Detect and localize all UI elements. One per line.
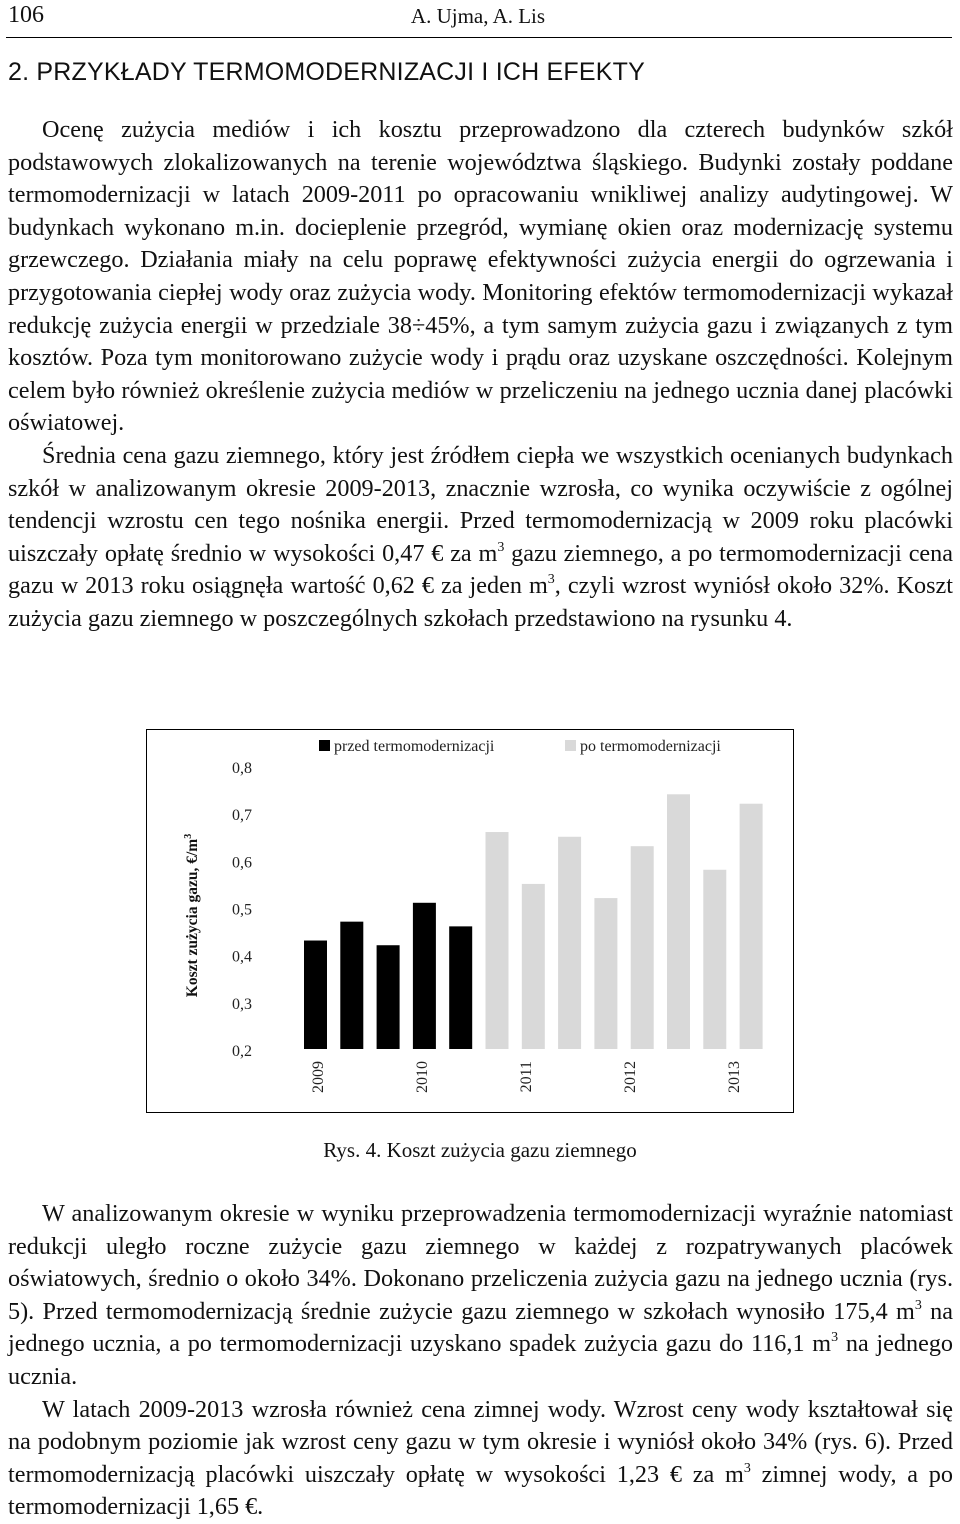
y-tick-label: 0,7 [232, 807, 252, 825]
gas-cost-chart [146, 729, 794, 1113]
bar-after [667, 794, 690, 1049]
header-rule [6, 37, 952, 38]
y-axis-title-superscript: 3 [183, 833, 194, 839]
x-tick-label: 2009 [310, 1061, 327, 1093]
figure-caption: Rys. 4. Koszt zużycia gazu ziemnego [323, 1138, 637, 1162]
paragraph-2: Średnia cena gazu ziemnego, który jest źródłem ciepła we wszystkich ocenianych budynkach szkół w analizowanym okresie 2009-2013, znacznie wzrosła, co wynika oczywiście z ogólnej tendencji wzrostu cen tego nośnika energii. Przed termomodernizacją w 2009 roku placówki uiszczały opłatę średnio w wysokości 0,47 € za $m^3$ gazu ziemnego, a po termomodernizacji cena gazu w 2013 roku osiągnęła wartość 0,62 € za jeden $m^3$, czyli wzrost wyniósł około 32%. Koszt zużycia gazu ziemnego w poszczególnych szkołach przedstawiono na rysunku 4. [8, 441, 954, 632]
page-number: 106 [8, 2, 44, 28]
paragraph-1: Ocenę zużycia mediów i ich kosztu przeprowadzono dla czterech budynków szkół podstawowych zlokalizowanych na terenie województwa śląskiego. Budynki zostały poddane termomodernizacji w latach 2009-2011 po opracowaniu wnikliwej analizy audytingowej. W budynkach wykonano m.in. docieplenie przegród, wymianę okien oraz modernizację systemu grzewczego. Działania miały na celu poprawę efektywności zużycia energii do ogrzewania i przygotowania ciepłej wody oraz zużycia wody. Monitoring efektów termomodernizacji wykazał redukcję zużycia energii w przedziale 38÷45%, a tym samym zużycia gazu i związanych z tym kosztów. Poza tym monitorowano zużycie wody i prądu oraz uzyskane oszczędności. Kolejnym celem było również określenie zużycia mediów w przeliczeniu na jednego ucznia danej placówki oświatowej. [8, 116, 953, 437]
bar-before [377, 945, 400, 1049]
bar-after [486, 832, 509, 1049]
legend-swatch-before [319, 740, 330, 751]
y-axis-title: Koszt zużycia gazu, $€/m^3$ [183, 833, 201, 998]
bar-after [522, 884, 545, 1049]
bar-before [340, 922, 363, 1049]
x-tick-label: 2012 [622, 1061, 639, 1093]
paragraph-4: W latach 2009-2013 wzrosła również cena zimnej wody. Wzrost ceny wody kształtował się na podobnym poziomie jak wzrost ceny gazu w tym okresie i wyniósł około 34% (rys. 6). Przed termomodernizacją placówki uiszczały opłatę w wysokości 1,23 € za $m^3$ zimnej wody, a po termomodernizacji 1,65 €. [8, 1395, 953, 1521]
bar-after [558, 837, 581, 1049]
body-text-top [8, 114, 953, 636]
running-head: A. Ujma, A. Lis [410, 4, 546, 28]
y-tick-label: 0,8 [232, 760, 252, 777]
page-header [8, 2, 948, 32]
bar-before [413, 903, 436, 1049]
legend-label-before: przed termomodernizacji [334, 738, 495, 755]
bar-after [740, 804, 763, 1049]
section-title: 2. PRZYKŁADY TERMOMODERNIZACJI I ICH EFEKTY [8, 58, 645, 86]
x-tick-label: 2011 [518, 1061, 535, 1093]
y-tick-label: 0,3 [232, 995, 252, 1013]
chart-canvas [147, 730, 793, 1112]
y-tick-label: 0,6 [232, 854, 252, 872]
bar-before [449, 926, 472, 1049]
legend-swatch-after [565, 740, 576, 751]
legend-label-after: po termomodernizacji [580, 738, 721, 755]
x-tick-label: 2013 [726, 1061, 743, 1093]
y-tick-label: 0,4 [232, 948, 252, 966]
y-tick-label: 0,2 [232, 1043, 252, 1060]
body-text-bottom [8, 1198, 953, 1524]
bar-after [703, 870, 726, 1049]
y-tick-label: 0,5 [232, 901, 252, 919]
paragraph-3: W analizowanym okresie w wyniku przeprowadzenia termomodernizacji wyraźnie natomiast redukcji uległo roczne zużycie gazu ziemnego w każdej z rozpatrywanych placówek oświatowych, średnio o około 34%. Dokonano przeliczenia zużycia gazu na jednego ucznia (rys. 5). Przed termomodernizacją średnie zużycie gazu ziemnego w szkołach wynosiło 175,4 $m^3$ na jednego ucznia, a po termomodernizacji uzyskano spadek zużycia gazu do 116,1 $m^3$ na jednego ucznia. [8, 1200, 954, 1390]
bar-after [631, 846, 654, 1049]
bar-after [594, 898, 617, 1049]
bar-before [304, 941, 327, 1049]
x-tick-label: 2010 [414, 1061, 431, 1093]
